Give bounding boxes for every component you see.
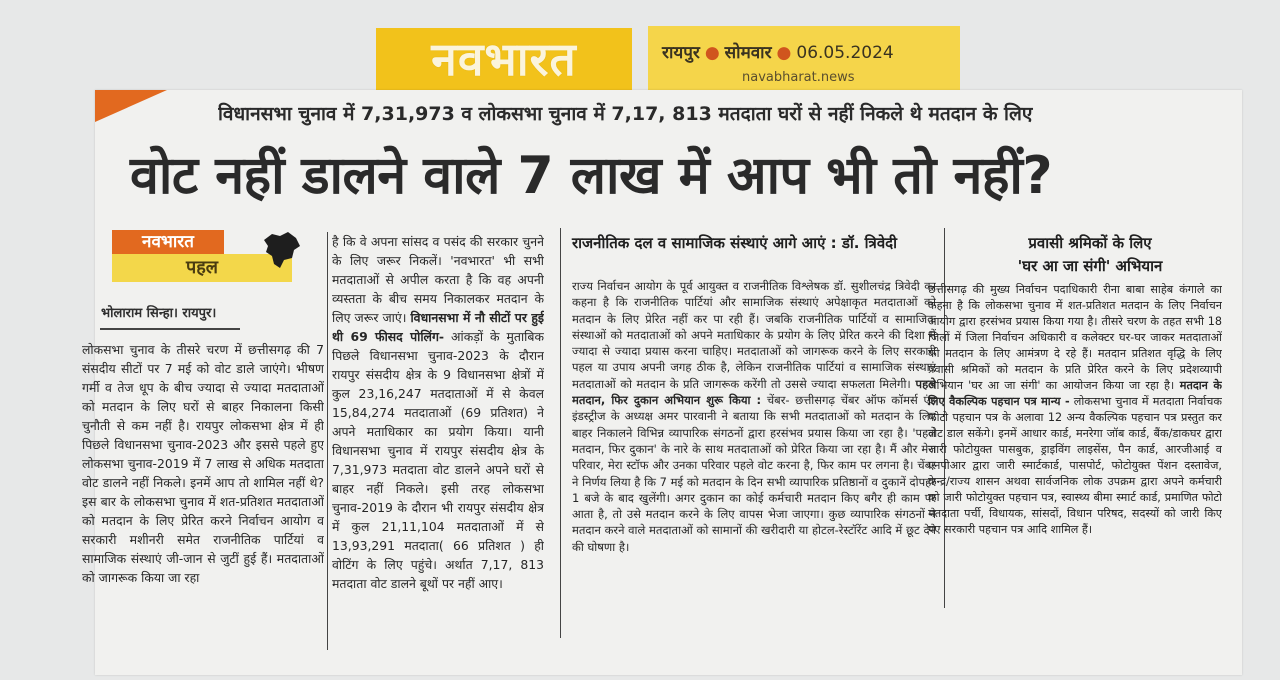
column-divider [560, 228, 561, 638]
corner-accent [95, 90, 167, 122]
chhattisgarh-map-icon [258, 230, 304, 272]
column-2-text-a: है कि वे अपना सांसद व पसंद की सरकार चुनने के लिए जरूर निकलें। 'नवभारत' भी सभी मतदाताओं से अपील करता है कि वह अपनी व्यस्तता के बीच समय निकालकर मतदान के लिए जरूर जाएं। [332, 234, 544, 325]
column-4-heading-line-1: प्रवासी श्रमिकों के लिए [1028, 234, 1152, 252]
article-headline: वोट नहीं डालने वाले 7 लाख में आप भी तो नहीं? [130, 146, 1053, 206]
badge-brand: नवभारत [112, 230, 224, 254]
dateline-day: सोमवार [724, 43, 772, 63]
column-3-subheading: पहले मतदान, फिर दुकान अभियान शुरू किया : [572, 376, 936, 408]
separator-dot-icon: ● [776, 43, 792, 63]
article-column-2 [332, 232, 544, 650]
article-column-4 [928, 282, 1222, 614]
dateline-city: रायपुर [662, 43, 700, 63]
column-1-text: लोकसभा चुनाव के तीसरे चरण में छत्तीसगढ़ की 7 संसदीय सीटों पर 7 मई को वोट डाले जाएंगे। भीषण गर्मी व तेज धूप के बीच ज्यादा से ज्यादा मतदाताओं को मतदान के लिए घरों से बाहर निकालना किसी चुनौती से कम नहीं है। रायपुर लोकसभा क्षेत्र में ही पिछले विधानसभा चुनाव-2023 और इससे पहले हुए लोकसभा चुनाव-2019 में 7 लाख से अधिक मतदाता वोट डालने नहीं निकले। इनमें आप तो शामिल नहीं थे? इस बार के लोकसभा चुनाव में शत-प्रतिशत मतदाताओं को मतदान के लिए प्रेरित करने निर्वाचन आयोग व सरकारी मशीनरी समेत राजनीतिक पार्टियां व सामाजिक संस्थाएं जी-जान से जुटीं हुई हैं। मतदाताओं को जागरूक किया जा रहा [82, 342, 324, 585]
column-3-text-b: चेंबर- छत्तीसगढ़ चेंबर ऑफ कॉमर्स एंड इंडस्ट्रीज के अध्यक्ष अमर पारवानी ने बताया कि सभी मतदाताओं को मतदान के लिए बाहर निकालने विभिन्न व्यापारिक संगठनों द्वारा हरसंभव प्रयास किया जा रहा है। 'पहले मतदान, फिर दुकान' के नारे के साथ मतदाताओं को प्रेरित किया जा रहा है। मैं और मेरा परिवार, मेरा स्टॉफ और उनका परिवार पहले वोट करना है, फिर काम पर लगना है। चेंबर ने निर्णय लिया है कि 7 मई को मतदान के दिन सभी व्यापारिक प्रतिष्ठानों व दुकानें दोपहर 1 बजे के बाद खुलेंगी। अगर दुकान का कोई कर्मचारी मतदान किए बगैर ही काम पर आता है, तो उसे मतदान करने के लिए वापस भेजा जाएगा। कुछ व्यापारिक संगठनों ने मतदान करने वाले मतदाताओं को सामानों की खरीदारी या होटल-रेस्टॉरेंट आदि में छूट देने की घोषणा है। [572, 393, 936, 554]
masthead-logo: नवभारत [431, 32, 577, 86]
newspaper-masthead [376, 28, 632, 90]
dateline-date: 06.05.2024 [796, 43, 894, 63]
column-4-text-a: छत्तीसगढ़ की मुख्य निर्वाचन पदाधिकारी रीना बाबा साहेब कंगाले का कहना है कि लोकसभा चुनाव में शत-प्रतिशत मतदान के लिए निर्वाचन आयोग द्वारा हरसंभव प्रयास किया गया है। तीसरे चरण के तहत सभी 18 जिलों में जिला निर्वाचन अधिकारी व कलेक्टर घर-घर जाकर मतदाताओं को मतदान के लिए आमंत्रण दे रहे हैं। मतदान प्रतिशत वृद्धि के लिए प्रवासी श्रमिकों को मतदान के प्रति प्रेरित करने के लिए प्रदेशव्यापी अभियान 'घर आ जा संगी' का आयोजन किया जा रहा है। [928, 283, 1222, 392]
column-4-subheading: मतदान के लिए वैकल्पिक पहचान पत्र मान्य - [928, 379, 1222, 408]
column-divider [327, 232, 328, 650]
column-4-heading-line-2: 'घर आ जा संगी' अभियान [1017, 257, 1163, 275]
dateline-row [662, 40, 894, 63]
column-2-subheading: विधानसभा में नौ सीटों पर हुई थी 69 फीसद पोलिंग- [332, 310, 544, 344]
column-4-text-b: लोकसभा चुनाव में मतदाता निर्वाचक फोटो पहचान पत्र के अलावा 12 अन्य वैकल्पिक पहचान पत्र प्रस्तुत कर वोट डाल सकेंगे। इनमें आधार कार्ड, मनरेगा जॉब कार्ड, बैंक/डाकघर द्वारा जारी फोटोयुक्त पासबुक, ड्राइविंग लाइसेंस, पैन कार्ड, आरजीआई व एनपीआर द्वारा जारी स्मार्टकार्ड, पासपोर्ट, फोटोयुक्त पेंशन दस्तावेज, केन्द्र/राज्य शासन अथवा सार्वजनिक लोक उपक्रम द्वारा अपने कर्मचारी को जारी फोटोयुक्त पहचान पत्र, स्वास्थ्य बीमा स्मार्ट कार्ड, प्रमाणित फोटो मतदाता पर्ची, विधायक, सांसदों, विधान परिषद, सदस्यों को जारी किए गए सरकारी पहचान पत्र आदि शामिल हैं। [928, 395, 1222, 536]
column-4-heading [958, 232, 1222, 278]
article-column-3 [572, 278, 936, 632]
separator-dot-icon: ● [704, 43, 720, 63]
dateline-box [648, 26, 960, 92]
column-3-text-a: राज्य निर्वाचन आयोग के पूर्व आयुक्त व राजनीतिक विश्लेषक डॉ. सुशीलचंद्र त्रिवेदी का कहना है कि राजनीतिक पार्टियां और सामाजिक संस्थाएं अपेक्षाकृत मतदाताओं को मतदान के लिए प्रेरित नहीं कर पा रही हैं। जबकि राजनीतिक पार्टियों व सामाजिक संस्थाओं को मतदाताओं को अपने मताधिकार के प्रयोग के लिए प्रेरित करने की दिशा में ज्यादा से ज्यादा प्रयास करना चाहिए। मतदाताओं को जागरूक करने के लिए सरकारी पहल या उपाय अपनी जगह ठीक है, लेकिन राजनीतिक पार्टियां व सामाजिक संस्थाएं मतदाताओं को मतदान के प्रति जागरूक करेंगी तो उससे ज्यादा सफलता मिलेगी। [572, 279, 936, 391]
article-column-1 [82, 340, 324, 658]
byline-divider [100, 328, 240, 330]
pahal-badge [104, 222, 304, 284]
article-byline: भोलाराम सिन्हा। रायपुर। [101, 306, 217, 321]
column-2-text-b: आंकड़ों के मुताबिक पिछले विधानसभा चुनाव-2023 के दौरान रायपुर संसदीय क्षेत्र के 9 विधानसभा क्षेत्रों में कुल 23,16,247 मतदाताओं में से केवल 15,84,274 मतदाताओं (69 प्रतिशत) ने अपने मताधिकार का प्रयोग किया। यानी विधानसभा चुनाव में रायपुर संसदीय क्षेत्र के 7,31,973 मतदाता वोट डालने अपने घरों से बाहर नहीं निकले। इसी तरह लोकसभा चुनाव-2019 के दौरान भी रायपुर संसदीय क्षेत्र में कुल 21,11,104 मतदाताओं में से 13,93,291 मतदाता( 66 प्रतिशत ) ही वोटिंग के लिए पहुंचे। अर्थात 7,17, 813 मतदाता वोट डालने बूथों पर नहीं आए। [332, 329, 544, 591]
dateline-website: navabharat.news [742, 70, 855, 85]
badge-label: पहल [112, 254, 292, 282]
article-kicker: विधानसभा चुनाव में 7,31,973 व लोकसभा चुनाव में 7,17, 813 मतदाता घरों से नहीं निकले थे मतदान के लिए [218, 103, 1033, 125]
column-3-heading: राजनीतिक दल व सामाजिक संस्थाएं आगे आएं : डॉ. त्रिवेदी [572, 234, 898, 252]
